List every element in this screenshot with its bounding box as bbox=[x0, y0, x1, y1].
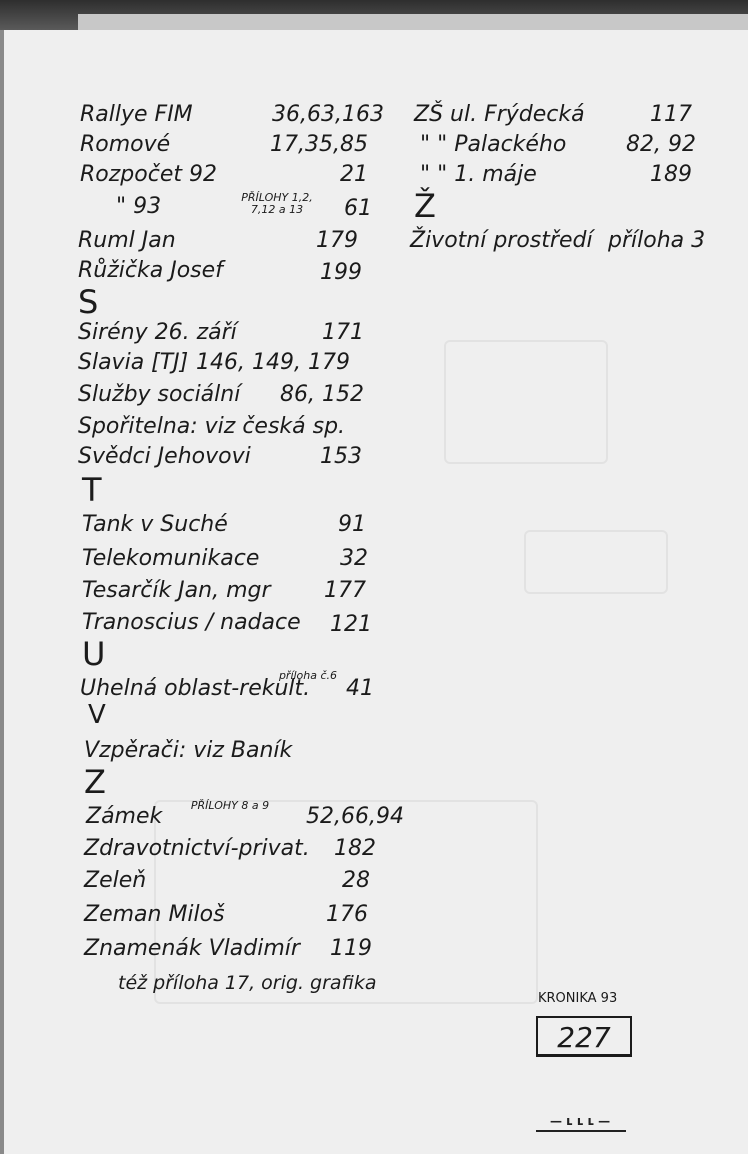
index-pages: 28 bbox=[342, 868, 370, 893]
index-pages: 91 bbox=[338, 512, 366, 537]
index-pages: 121 bbox=[330, 612, 372, 637]
index-pages: 21 bbox=[340, 162, 368, 187]
index-term: " " 1. máje bbox=[420, 162, 537, 187]
index-pages: příloha 3 bbox=[608, 228, 706, 253]
index-pages: 179 bbox=[316, 228, 358, 253]
index-pages: 17,35,85 bbox=[270, 132, 368, 157]
bottom-page-mark-text: — ʟ ʟ ʟ — bbox=[550, 1114, 611, 1128]
index-term: Životní prostředí bbox=[410, 228, 593, 253]
index-subnote: též příloha 17, orig. grafika bbox=[118, 972, 377, 994]
section-letter: Z bbox=[84, 763, 106, 801]
index-term: Telekomunikace bbox=[82, 546, 260, 571]
index-pages: 199 bbox=[320, 260, 362, 285]
index-pages: 36,63,163 bbox=[272, 102, 384, 127]
index-term: Růžička Josef bbox=[78, 258, 223, 283]
index-term: Rallye FIM bbox=[80, 102, 193, 127]
index-term: Slavia [TJ] bbox=[78, 350, 189, 375]
index-note: příloha č.6 bbox=[278, 669, 338, 682]
index-term: Znamenák Vladimír bbox=[84, 936, 300, 961]
index-pages: 153 bbox=[320, 444, 362, 469]
index-term: Vzpěrači: viz Baník bbox=[84, 738, 293, 763]
section-letter: Ž bbox=[414, 187, 436, 225]
index-pages: 182 bbox=[334, 836, 376, 861]
index-term: Zdravotnictví-privat. bbox=[84, 836, 310, 861]
index-pages: 119 bbox=[330, 936, 372, 961]
page-number-box bbox=[536, 1016, 632, 1057]
section-letter: U bbox=[82, 635, 106, 673]
index-pages: 177 bbox=[324, 578, 366, 603]
index-pages: 32 bbox=[340, 546, 368, 571]
scanner-top-edge bbox=[0, 0, 748, 30]
index-term: Uhelná oblast-rekult. bbox=[80, 676, 311, 701]
index-pages: 176 bbox=[326, 902, 368, 927]
index-note: PŘÍLOHY 8 a 9 bbox=[190, 799, 270, 812]
index-pages: 117 bbox=[650, 102, 692, 127]
bleed-through-drawing bbox=[524, 530, 668, 594]
index-term: " " Palackého bbox=[420, 132, 567, 157]
section-letter: V bbox=[88, 700, 106, 730]
index-term: " 93 bbox=[116, 194, 162, 219]
index-term: Ruml Jan bbox=[78, 228, 176, 253]
index-term: Sirény 26. září bbox=[78, 320, 237, 345]
index-term: Zeleň bbox=[84, 868, 147, 893]
index-term: Rozpočet 92 bbox=[80, 162, 217, 187]
index-term: ZŠ ul. Frýdecká bbox=[414, 102, 585, 127]
index-term: Svědci Jehovovi bbox=[78, 444, 251, 469]
index-term: Tranoscius / nadace bbox=[82, 610, 301, 635]
index-term: Zámek bbox=[86, 804, 163, 829]
chronicle-label: KRONIKA 93 bbox=[538, 991, 618, 1006]
index-pages: 189 bbox=[650, 162, 692, 187]
index-pages: 86, 152 bbox=[280, 382, 364, 407]
index-pages: 82, 92 bbox=[626, 132, 696, 157]
index-term: Tesarčík Jan, mgr bbox=[82, 578, 271, 603]
index-pages: 61 bbox=[344, 196, 372, 221]
index-term: Spořitelna: viz česká sp. bbox=[78, 414, 346, 439]
section-letter: T bbox=[82, 471, 102, 509]
index-term: Romové bbox=[80, 132, 171, 157]
index-note: PŘÍLOHY 1,2, 7,12 a 13 bbox=[241, 191, 313, 216]
bleed-through-drawing bbox=[444, 340, 608, 464]
page-number: 227 bbox=[557, 1021, 611, 1054]
bottom-page-mark bbox=[536, 1114, 626, 1132]
index-term: Služby sociální bbox=[78, 382, 241, 407]
index-pages: 41 bbox=[346, 676, 374, 701]
index-term: Zeman Miloš bbox=[84, 902, 225, 927]
index-pages: 171 bbox=[322, 320, 364, 345]
index-pages: 146, 149, 179 bbox=[196, 350, 350, 375]
section-letter: S bbox=[78, 283, 99, 321]
index-pages: 52,66,94 bbox=[306, 804, 404, 829]
index-term: Tank v Suché bbox=[82, 512, 228, 537]
